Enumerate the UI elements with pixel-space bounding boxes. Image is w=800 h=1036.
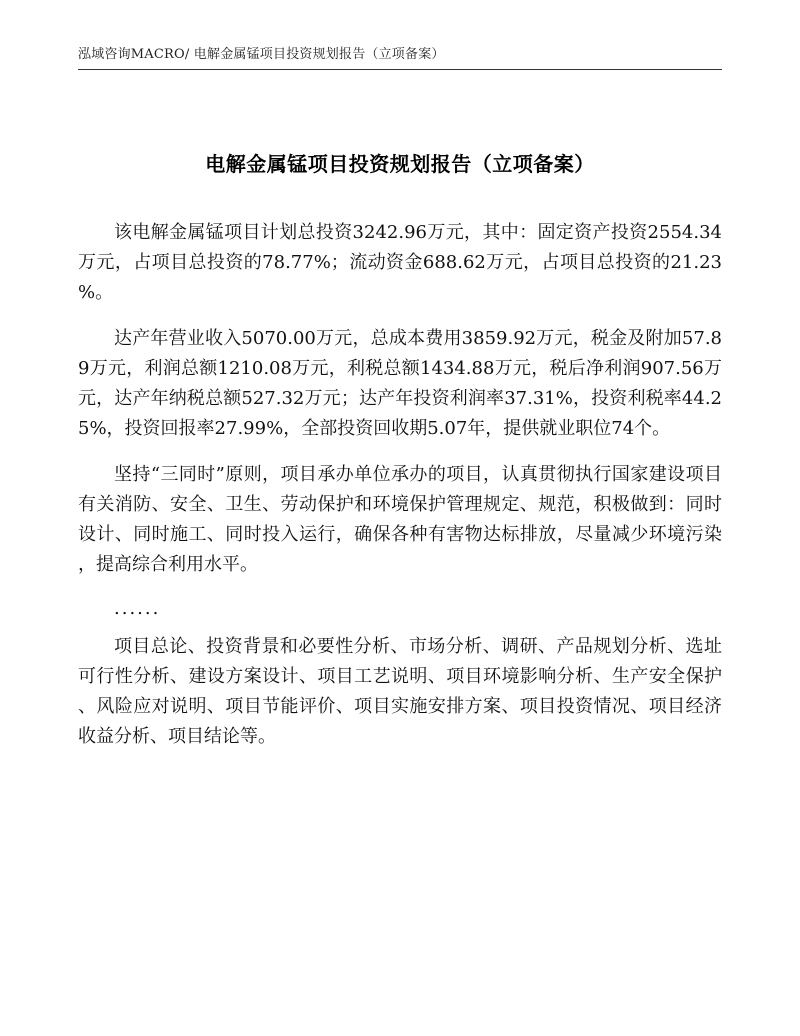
paragraph-principles: 坚持“三同时”原则，项目承办单位承办的项目，认真贯彻执行国家建设项目有关消防、安全、卫生、劳动保护和环境保护管理规定、规范，积极做到：同时设计、同时施工、同时投入运行，确保各种有害物达标排放，尽量减少环境污染，提高综合利用水平。 xyxy=(78,464,722,575)
page-header: 泓域咨询MACRO/ 电解金属锰项目投资规划报告（立项备案） xyxy=(78,47,445,62)
header-divider xyxy=(78,69,722,70)
paragraph-financials: 达产年营业收入5070.00万元，总成本费用3859.92万元，税金及附加57.89万元，利润总额1210.08万元，利税总额1434.88万元，税后净利润907.56万元，达产年纳税总额527.32万元；达产年投资利润率37.31%，投资利税率44.25%，投资回报率27.99%，全部投资回收期5.07年，提供就业职位74个。 xyxy=(78,328,722,439)
ellipsis: ...... xyxy=(114,598,161,619)
paragraph-contents-summary: 项目总论、投资背景和必要性分析、市场分析、调研、产品规划分析、选址可行性分析、建设方案设计、项目工艺说明、项目环境影响分析、生产安全保护、风险应对说明、项目节能评价、项目实施安排方案、项目投资情况、项目经济收益分析、项目结论等。 xyxy=(78,636,722,747)
document-title: 电解金属锰项目投资规划报告（立项备案） xyxy=(205,152,595,176)
document-body xyxy=(78,218,722,768)
paragraph-investment: 该电解金属锰项目计划总投资3242.96万元，其中：固定资产投资2554.34万元，占项目总投资的78.77%；流动资金688.62万元，占项目总投资的21.23%。 xyxy=(78,222,722,303)
